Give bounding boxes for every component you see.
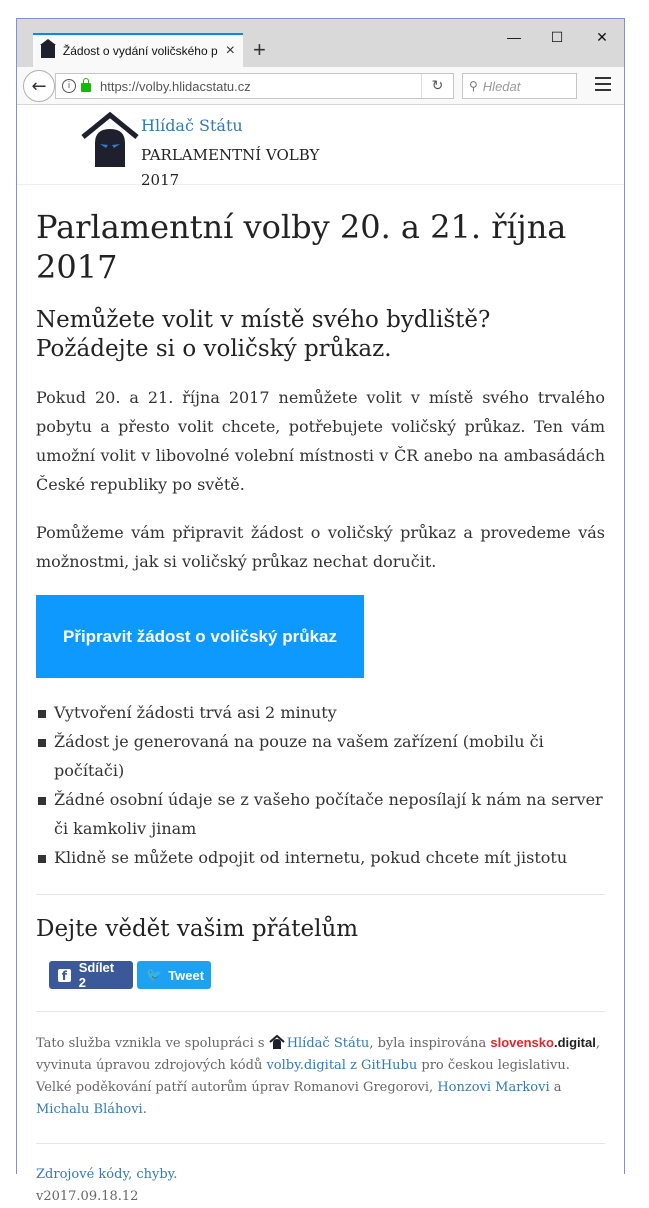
credits-thanks: pro českou legislativu. Velké poděkování patří autorům úprav Romanovi Gregorovi, [36, 1058, 570, 1095]
favicon-icon [41, 44, 55, 58]
credits-period: . [142, 1102, 147, 1117]
intro-paragraph: Pokud 20. a 21. října 2017 nemůžete volit v místě svého trvalého pobytu a přesto volit chcete, potřebujete voličský průkaz. Ten vám umožní volit v libovolné volební místnosti v ČR anebo na ambasádách České republiky po světě. [36, 388, 605, 494]
footer-links [36, 1164, 605, 1208]
page-content [17, 105, 624, 1204]
author-link-michal-blaha[interactable]: Michalu Bláhovi [36, 1102, 143, 1117]
tab-title: Žádost o vydání voličského p [62, 44, 218, 58]
browser-tab[interactable] [33, 33, 243, 67]
page-subtitle: Nemůžete volit v místě svého bydliště? Požádejte si o voličský průkaz. [36, 307, 491, 362]
list-item: Klidně se můžete odpojit od internetu, pokud chcete mít jistotu [36, 843, 605, 872]
credits-and: a [549, 1080, 562, 1095]
twitter-tweet-button[interactable] [137, 961, 211, 989]
help-paragraph: Pomůžeme vám připravit žádost o voličský průkaz a provedeme vás možnostmi, jak si voličský průkaz nechat doručit. [36, 523, 605, 571]
github-link[interactable]: volby.digital z GitHubu [266, 1058, 418, 1073]
facebook-share-label: Sdílet 2 [78, 960, 115, 990]
back-button[interactable]: ← [23, 70, 55, 102]
site-header [17, 105, 624, 189]
slovensko-digital-part2: .digital [553, 1035, 596, 1050]
list-item: Žádost je generovaná na pouze na vašem zařízení (mobilu či počítači) [36, 727, 605, 785]
maximize-button[interactable]: ☐ [550, 29, 564, 45]
navigation-bar [17, 67, 624, 105]
slovensko-digital-part1: slovensko [490, 1035, 554, 1050]
divider [36, 894, 605, 895]
credits-text [36, 1032, 605, 1121]
credits-text-part: , vyvinuta úpravou zdrojových kódů [36, 1036, 600, 1073]
prepare-request-button[interactable]: Připravit žádost o voličský průkaz [36, 595, 364, 678]
main-content [17, 207, 624, 1208]
hlidac-statu-logo[interactable] [79, 111, 141, 165]
divider [36, 1011, 605, 1012]
benefits-list [36, 698, 605, 872]
tab-close-icon[interactable]: × [225, 42, 235, 59]
url-text[interactable]: https://volby.hlidacstatu.cz [100, 78, 251, 94]
share-heading: Dejte vědět vašim přátelům [36, 916, 359, 942]
search-input[interactable] [462, 73, 577, 99]
facebook-share-button[interactable] [49, 961, 133, 989]
twitter-icon: 🐦 [146, 967, 163, 983]
brand-link[interactable]: Hlídač Státu [141, 116, 243, 135]
credits-inspired: , byla inspirována [369, 1036, 491, 1051]
title-bar [17, 19, 624, 67]
version-text: v2017.09.18.12 [36, 1189, 139, 1204]
new-tab-button[interactable]: + [253, 37, 266, 62]
browser-window [16, 18, 625, 1204]
lock-icon [81, 83, 91, 92]
menu-icon[interactable] [595, 77, 611, 95]
search-placeholder: Hledat [482, 78, 521, 94]
hlidac-statu-link[interactable]: Hlídač Státu [286, 1036, 370, 1051]
brand-subtitle: PARLAMENTNÍ VOLBY 2017 [141, 146, 320, 189]
list-item: Žádné osobní údaje se z vašeho počítače neposílají k nám na server či kamkoliv jinam [36, 785, 605, 843]
page-title: Parlamentní volby 20. a 21. října 2017 [36, 208, 567, 286]
reload-button[interactable]: ↻ [421, 74, 453, 98]
divider [36, 1143, 605, 1144]
hlidac-mini-logo-icon [269, 1035, 285, 1049]
url-bar[interactable] [55, 73, 454, 99]
twitter-tweet-label: Tweet [168, 967, 205, 983]
info-icon[interactable]: i [62, 79, 76, 93]
share-buttons [36, 961, 605, 989]
list-item: Vytvoření žádosti trvá asi 2 minuty [36, 698, 605, 727]
close-window-button[interactable]: ✕ [596, 29, 608, 45]
facebook-icon: f [58, 969, 71, 982]
search-icon: ⚲ [469, 79, 478, 93]
source-code-link[interactable]: Zdrojové kódy, chyby. [36, 1167, 178, 1182]
slovensko-digital-logo[interactable] [490, 1035, 595, 1050]
author-link-honza-marek[interactable]: Honzovi Markovi [437, 1080, 550, 1095]
credits-intro: Tato služba vznikla ve spolupráci s [36, 1036, 269, 1051]
minimize-button[interactable]: — [507, 29, 521, 45]
